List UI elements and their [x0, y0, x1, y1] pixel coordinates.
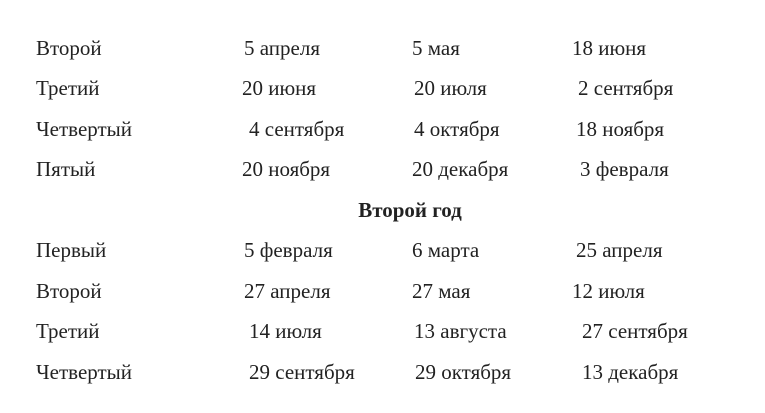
table-row	[0, 155, 765, 183]
date-cell-2: 20 декабря	[412, 157, 509, 181]
stage-cell: Третий	[36, 76, 100, 100]
date-cell-2: 4 октября	[414, 117, 500, 141]
stage-cell: Четвертый	[36, 117, 133, 141]
stage-cell: Пятый	[36, 157, 96, 181]
date-cell-3: 25 апреля	[576, 238, 663, 262]
date-cell-3: 2 сентября	[578, 76, 674, 100]
date-cell-1: 5 февраля	[244, 238, 333, 262]
date-cell-1: 29 сентября	[249, 360, 355, 384]
date-cell-2: 13 августа	[414, 319, 507, 343]
table-row	[0, 115, 765, 143]
date-cell-1: 4 сентября	[249, 117, 345, 141]
date-cell-1: 14 июля	[249, 319, 322, 343]
date-cell-3: 3 февраля	[580, 157, 669, 181]
table-row	[0, 358, 765, 386]
table-row	[0, 236, 765, 264]
date-cell-1: 20 ноября	[242, 157, 331, 181]
date-cell-3: 13 декабря	[582, 360, 679, 384]
date-cell-2: 27 мая	[412, 279, 471, 303]
date-cell-1: 20 июня	[242, 76, 317, 100]
date-cell-3: 12 июля	[572, 279, 645, 303]
date-cell-2: 29 октября	[415, 360, 512, 384]
date-cell-3: 18 июня	[572, 36, 647, 60]
stage-cell: Первый	[36, 238, 107, 262]
table-row	[0, 74, 765, 102]
stage-cell: Четвертый	[36, 360, 133, 384]
date-cell-2: 20 июля	[414, 76, 487, 100]
stage-cell: Третий	[36, 319, 100, 343]
date-cell-1: 27 апреля	[244, 279, 331, 303]
table-row	[0, 277, 765, 305]
date-cell-2: 6 марта	[412, 238, 480, 262]
date-cell-3: 27 сентября	[582, 319, 688, 343]
table-row	[0, 34, 765, 62]
section-heading: Второй год	[358, 198, 462, 222]
stage-cell: Второй	[36, 36, 102, 60]
date-cell-1: 5 апреля	[244, 36, 320, 60]
table-row	[0, 317, 765, 345]
stage-cell: Второй	[36, 279, 102, 303]
date-cell-3: 18 ноября	[576, 117, 665, 141]
date-cell-2: 5 мая	[412, 36, 460, 60]
